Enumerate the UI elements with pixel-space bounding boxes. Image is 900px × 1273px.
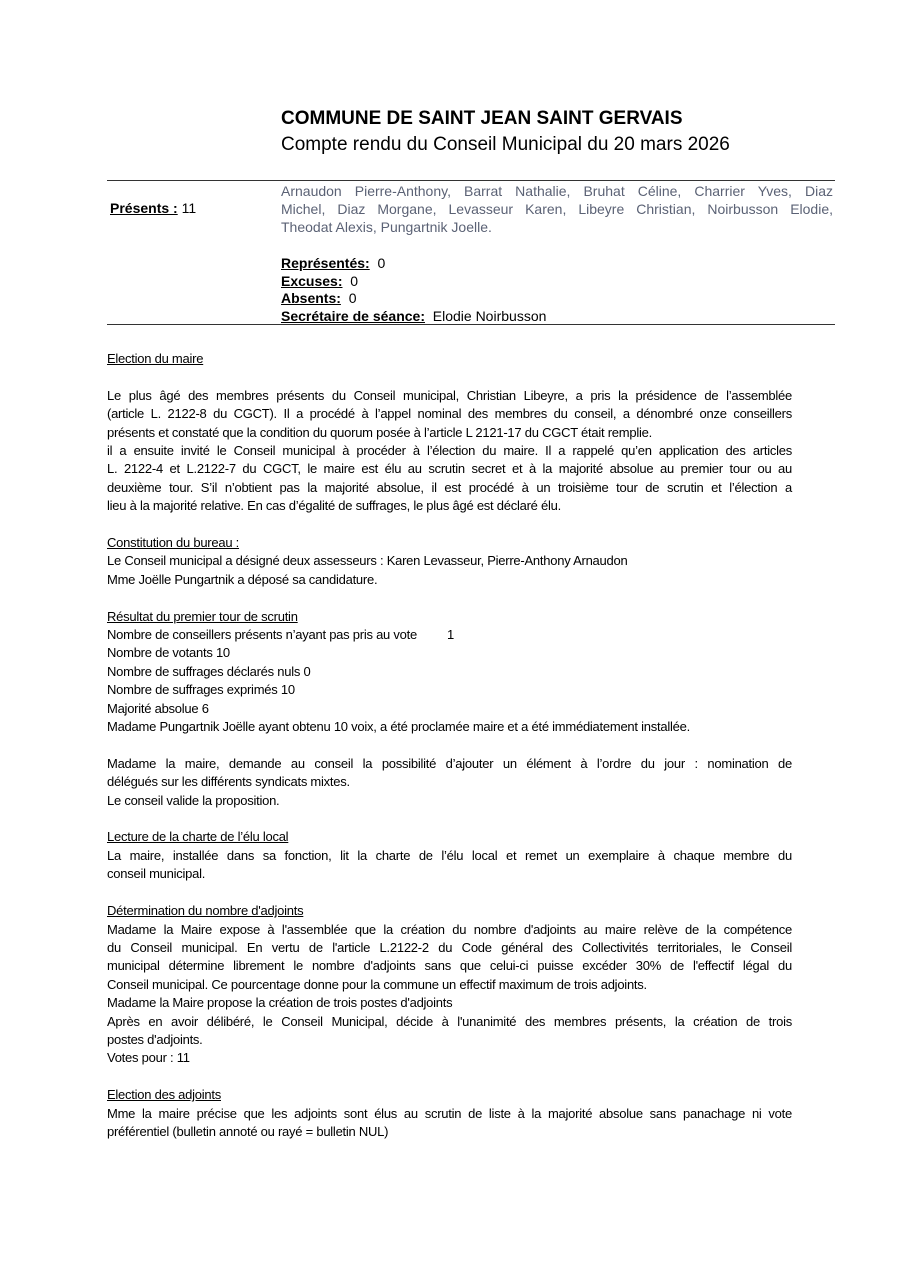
presents-count: Présents : 11 — [110, 200, 197, 216]
text-line: Nombre de conseillers présents n’ayant pas pris au vote 1 — [107, 627, 454, 643]
section-heading: Election des adjoints — [107, 1087, 221, 1103]
text-line: Nombre de suffrages déclarés nuls 0 — [107, 663, 311, 679]
text-line: il a ensuite invité le Conseil municipal à procéder à l’élection du maire. Il a rappelé qu’en application des articles — [107, 443, 792, 459]
text-line: Nombre de votants 10 — [107, 645, 230, 661]
text-line: Le Conseil municipal a désigné deux assesseurs : Karen Levasseur, Pierre-Anthony Arnaudon — [107, 553, 628, 569]
text-line: Mme la maire précise que les adjoints sont élus au scrutin de liste à la majorité absolue sans panachage ni vote — [107, 1105, 792, 1121]
text-line: Le plus âgé des membres présents du Conseil municipal, Christian Libeyre, a pris la présidence de l’assemblée — [107, 387, 792, 403]
paragraph — [107, 902, 792, 1068]
minutes-body — [107, 350, 792, 1160]
top-divider — [107, 180, 835, 181]
text-line: Madame Pungartnik Joëlle ayant obtenu 10 voix, a été proclamée maire et a été immédiatement installée. — [107, 719, 690, 735]
section-heading: Détermination du nombre d'adjoints — [107, 903, 304, 919]
represented-row: Représentés: 0 — [281, 255, 386, 271]
section-heading: Résultat du premier tour de scrutin — [107, 608, 298, 624]
section-heading: Election du maire — [107, 351, 204, 366]
text-line: délégués sur les différents syndicats mixtes. — [107, 774, 350, 790]
text-line: Après en avoir délibéré, le Conseil Municipal, décide à l'unanimité des membres présents, la création de trois — [107, 1013, 792, 1029]
commune-title: COMMUNE DE SAINT JEAN SAINT GERVAIS — [281, 108, 683, 129]
text-line: municipal détermine librement le nombre d'adjoints sans que celui-ci puisse excéder 30% de l'effectif légal du — [107, 958, 792, 974]
presents-names: Arnaudon Pierre-Anthony, Barrat Nathalie, Bruhat Céline, Charrier Yves, Diaz Michel, Diaz Morgane, Levasseur Karen, Libeyre Christian, Noirbusson Elodie, Theodat Alexis, Pungartnik Joelle. — [281, 183, 833, 235]
secretary-row: Secrétaire de séance: Elodie Noirbusson — [281, 307, 547, 324]
text-line: Majorité absolue 6 — [107, 700, 209, 716]
text-line: L. 2122-4 et L.2122-7 du CGCT, le maire est élu au scrutin secret et à la majorité absolue au premier tour ou au — [107, 461, 792, 477]
text-line: postes d'adjoints. — [107, 1031, 203, 1047]
absent-row: Absents: 0 — [281, 290, 357, 306]
text-line: Nombre de suffrages exprimés 10 — [107, 682, 295, 698]
paragraph — [107, 1086, 792, 1141]
text-line: du Conseil municipal. En vertu de l'article L.2122-2 du Code général des Collectivités territoriales, le Conseil — [107, 939, 792, 955]
bottom-divider — [107, 324, 835, 325]
paragraph — [107, 534, 792, 589]
text-line: Madame la maire, demande au conseil la possibilité d’ajouter un élément à l’ordre du jour : nomination de — [107, 755, 792, 771]
text-line: Madame la Maire propose la création de trois postes d'adjoints — [107, 995, 453, 1011]
text-line: préférentiel (bulletin annoté ou rayé = bulletin NUL) — [107, 1123, 389, 1139]
paragraph — [107, 828, 792, 883]
paragraph — [107, 350, 792, 368]
text-line: deuxième tour. S’il n’obtient pas la majorité absolue, il est procédé à un troisième tour de scrutin et l’élection a — [107, 479, 792, 495]
text-line: Votes pour : 11 — [107, 1050, 190, 1066]
text-line: Mme Joëlle Pungartnik a déposé sa candidature. — [107, 571, 378, 587]
text-line: Le conseil valide la proposition. — [107, 792, 280, 808]
report-subtitle: Compte rendu du Conseil Municipal du 20 mars 2026 — [281, 134, 730, 155]
text-line: présents et constaté que la condition du quorum posée à l’article L 2121-17 du CGCT était remplie. — [107, 424, 652, 440]
attendance-stats — [281, 255, 546, 325]
excused-row: Excuses: 0 — [281, 272, 359, 289]
section-heading: Lecture de la charte de l’élu local — [107, 829, 289, 845]
paragraph — [107, 755, 792, 810]
paragraph — [107, 387, 792, 516]
text-line: lieu à la majorité relative. En cas d’égalité de suffrages, le plus âgé est déclaré élu. — [107, 498, 561, 514]
section-heading: Constitution du bureau : — [107, 535, 240, 551]
paragraph — [107, 608, 792, 737]
text-line: conseil municipal. — [107, 866, 206, 882]
tab-value: 1 — [446, 627, 454, 643]
text-line: Conseil municipal. Ce pourcentage donne pour la commune un effectif maximum de trois adjoints. — [107, 976, 647, 992]
text-line: (article L. 2122-8 du CGCT). Il a procédé à l’appel nominal des membres du conseil, a dénombré onze conseillers — [107, 406, 792, 422]
text-line: La maire, installée dans sa fonction, lit la charte de l’élu local et remet un exemplaire à chaque membre du — [107, 847, 792, 863]
text-line: Madame la Maire expose à l'assemblée que la création du nombre d'adjoints au maire relève de la compétence — [107, 921, 792, 937]
